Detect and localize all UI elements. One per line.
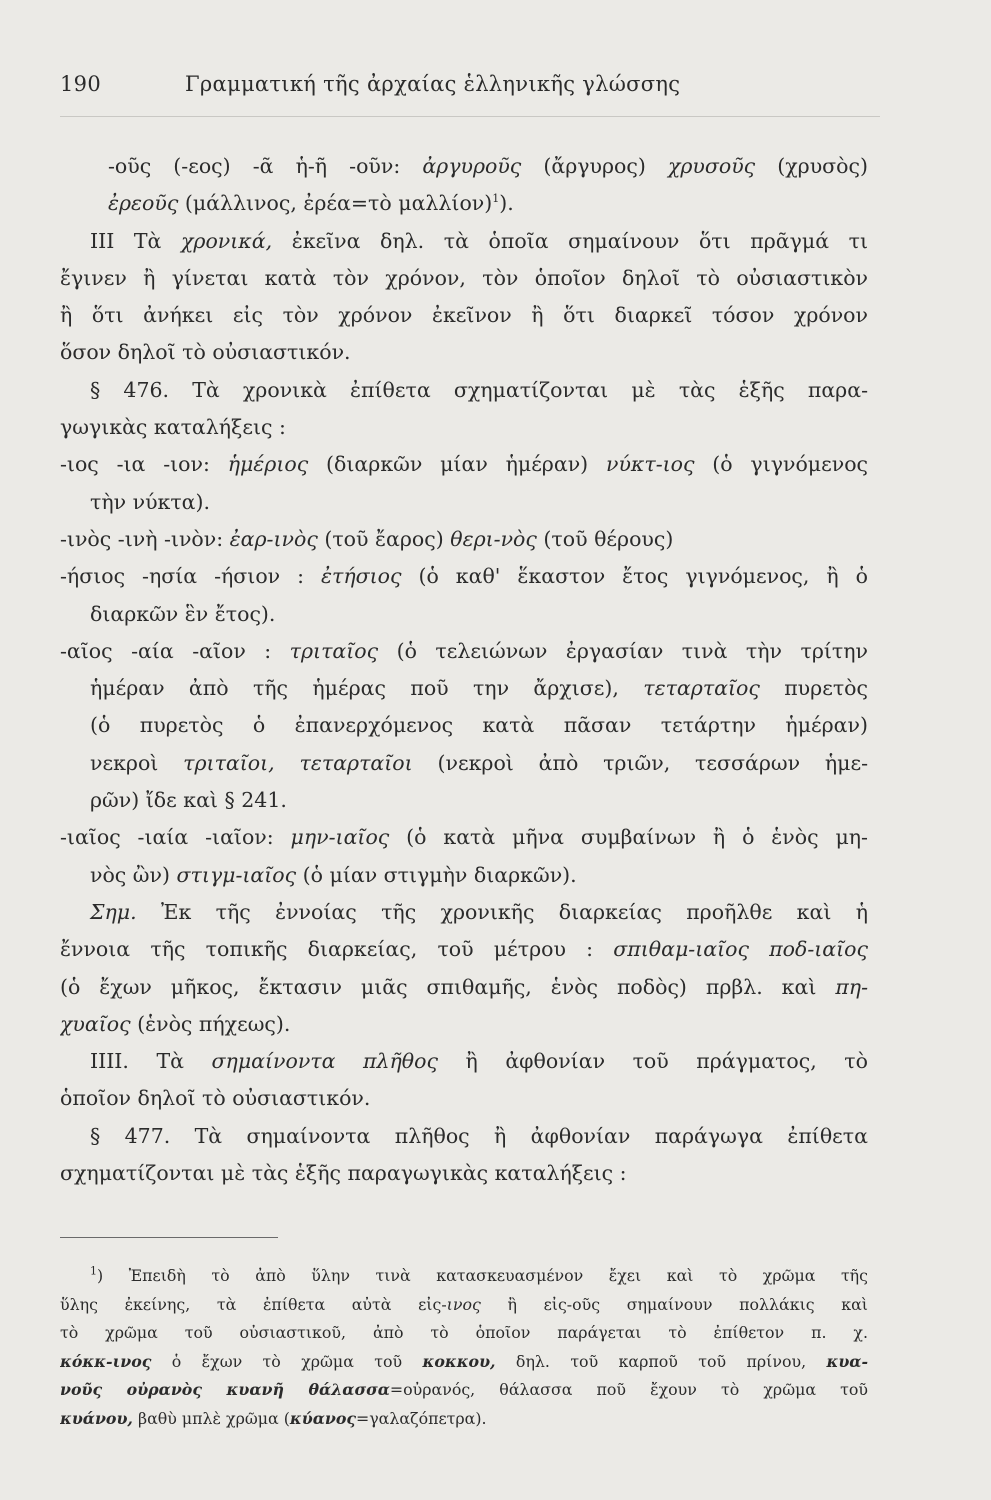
example-word: ἐρεοῦς (108, 191, 179, 216)
footnote-reference[interactable]: 1 (492, 192, 500, 206)
text-line (60, 819, 868, 856)
text-line (60, 745, 868, 782)
gloss: ). (499, 191, 514, 216)
example-word: χυαῖος (60, 1011, 131, 1036)
example-word: θερι-νὸς (450, 526, 537, 551)
gloss: (ὁ καθ' ἕκαστον ἔτος γιγνόμενος, ἢ ὁ (401, 564, 868, 589)
example-word: τριταῖος (289, 638, 379, 663)
example-word: ινος (446, 1294, 481, 1314)
footnote-text: βαθὺ μπλὲ χρῶμα ( (132, 1408, 290, 1428)
text-line (60, 1043, 868, 1080)
sentence: Τὰ χρονικὰ ἐπίθετα σχηματίζονται μὲ τὰς ἑξῆς παρα- (169, 377, 868, 402)
section-heading: ΙΙΙΙ. Τὰ (90, 1049, 212, 1074)
ending: -ιος -ια -ιον: (60, 452, 228, 477)
example-word: νοῦς οὐρανὸς κυανῆ θάλασσα (60, 1380, 390, 1399)
term: χρονικά, (180, 228, 273, 253)
example-word: στιγμ-ιαῖος (176, 862, 297, 887)
gloss: ἡμέραν ἀπὸ τῆς ἡμέρας ποῦ την ἄρχισε), (90, 676, 644, 701)
text-line (60, 372, 868, 409)
gloss: (ὁ τελειώνων ἐργασίαν τινὰ τὴν τρίτην (378, 638, 868, 663)
sentence: Ἐκ τῆς ἐννοίας τῆς χρονικῆς διαρκείας προῆλθε καὶ ἡ (136, 899, 868, 924)
text-line: (ὁ πυρετὸς ὁ ἐπανερχόμενος κατὰ πᾶσαν τετάρτην ἡμέραν) (90, 713, 868, 738)
example-word: τεταρταῖος (643, 676, 760, 701)
text-line (60, 1118, 868, 1155)
footnote-line (60, 1405, 868, 1434)
gloss: (ἑνὸς πήχεως). (130, 1011, 291, 1036)
gloss: (ἄργυρος) (521, 154, 668, 178)
text-line: ὅσον δηλοῖ τὸ οὐσιαστικόν. (60, 340, 351, 365)
section-heading: ΙΙΙ Τὰ (90, 228, 181, 253)
text-line (60, 446, 868, 483)
footnote-line (60, 1348, 868, 1377)
section-number: § 476. (90, 377, 170, 402)
footnote-line (60, 1376, 868, 1405)
ending: -αῖος -αία -αῖον : (60, 638, 290, 663)
gloss: (χρυσὸς) (755, 154, 868, 178)
footnote-text: ἢ εἰς-οῦς σημαίνουν πολλάκις καὶ (480, 1294, 868, 1314)
text-line (60, 521, 868, 558)
text-line: σχηματίζονται μὲ τὰς ἑξῆς παραγωγικὰς καταλήξεις : (60, 1161, 627, 1186)
example-word: ἐαρ-ινὸς (229, 526, 318, 551)
example-word: κύανος (289, 1408, 356, 1428)
text-line (60, 558, 868, 595)
footnote-rule (60, 1237, 278, 1238)
gloss: (ὁ κατὰ μῆνα συμβαίνων ἢ ὁ ἑνὸς μη- (389, 825, 868, 850)
term: σημαίνοντα πλῆθος (211, 1049, 438, 1074)
gloss: νεκροὶ (90, 750, 184, 775)
gloss: (μάλλινος, ἐρέα=τὸ μαλλίον) (178, 191, 493, 216)
page-number: 190 (60, 72, 101, 96)
text-line (60, 670, 868, 707)
text-line (60, 148, 868, 185)
text-line: ὁποῖον δηλοῖ τὸ οὐσιαστικόν. (60, 1086, 371, 1111)
note-label: Σημ. (90, 899, 137, 924)
gloss: (ὁ μίαν στιγμὴν διαρκῶν). (296, 862, 577, 887)
ending: -ήσιος -ησία -ήσιον : (60, 564, 322, 589)
footnote-line: τὸ χρῶμα τοῦ οὐσιαστικοῦ, ἀπὸ τὸ ὁποῖον παράγεται τὸ ἐπίθετον π. χ. (60, 1323, 868, 1342)
text-line (60, 223, 868, 260)
footnote-text: ὕλης ἐκείνης, τὰ ἐπίθετα αὐτὰ εἰς- (60, 1294, 447, 1314)
gloss: (διαρκῶν μίαν ἡμέραν) (308, 452, 606, 477)
example-word: σπιθαμ-ιαῖος ποδ-ιαῖος (613, 937, 868, 962)
text-line: ρῶν) ἴδε καὶ § 241. (90, 788, 287, 813)
example-word: ἐτήσιος (321, 564, 402, 589)
text-line (60, 894, 868, 931)
ending: -ιαῖος -ιαία -ιαῖον: (60, 825, 291, 850)
text-line: ἢ ὅτι ἀνήκει εἰς τὸν χρόνον ἐκεῖνον ἢ ὅτι διαρκεῖ τόσον χρόνον (60, 303, 868, 328)
text-line (60, 857, 868, 894)
ending: -οῦς (-εος) -ᾶ ἡ-ῆ -οῦν: (108, 154, 423, 178)
sentence: Τὰ σημαίνοντα πλῆθος ἢ ἀφθονίαν παράγωγα ἐπίθετα (170, 1123, 868, 1148)
footnote-text: =οὐρανός, θάλασσα ποῦ ἔχουν τὸ χρῶμα τοῦ (389, 1380, 868, 1399)
text-line: διαρκῶν ἓν ἔτος). (90, 601, 276, 626)
example-word: μην-ιαῖος (290, 825, 390, 850)
example-word: τριταῖοι, τεταρταῖοι (183, 750, 413, 775)
text-line: γωγικὰς καταλήξεις : (60, 415, 286, 440)
example-word: χρυσοῦς (667, 154, 756, 178)
example-word: νύκτ-ιος (605, 452, 695, 477)
example-word: κοκκου, (422, 1351, 496, 1371)
footnote-text: ὁ ἔχων τὸ χρῶμα τοῦ (151, 1351, 423, 1371)
footnote-line (60, 1262, 868, 1291)
text-line (60, 931, 868, 968)
text-line (60, 1006, 868, 1043)
sentence: (ὁ ἔχων μῆκος, ἔκτασιν μιᾶς σπιθαμῆς, ἑνὸς ποδὸς) πρβλ. καὶ (60, 974, 836, 999)
running-title: Γραμματική τῆς ἀρχαίας ἑλληνικῆς γλώσσης (185, 72, 681, 96)
text-line (60, 185, 868, 222)
footnote-text: =γαλαζόπετρα). (355, 1408, 487, 1428)
gloss: πυρετὸς (759, 676, 868, 701)
footnote-text: δηλ. τοῦ καρποῦ τοῦ πρίνου, (495, 1351, 827, 1371)
footnote-line (60, 1291, 868, 1320)
section-number: § 477. (90, 1123, 171, 1148)
example-word: ἡμέριος (227, 452, 309, 477)
example-word: κυα- (826, 1351, 868, 1371)
gloss: νὸς ὢν) (90, 862, 177, 887)
gloss: (τοῦ ἔαρος) (317, 526, 451, 551)
footnote-number: 1 (90, 1264, 97, 1278)
text-line: ἔγινεν ἢ γίνεται κατὰ τὸν χρόνον, τὸν ὁποῖον δηλοῖ τὸ οὐσιαστικὸν (60, 265, 868, 290)
example-word: κόκκ-ινος (60, 1351, 152, 1371)
gloss: (νεκροὶ ἀπὸ τριῶν, τεσσάρων ἡμε- (412, 750, 868, 775)
running-head (60, 72, 920, 106)
text-line: τὴν νύκτα). (90, 489, 211, 514)
body-text (60, 148, 868, 1192)
sentence: ἢ ἀφθονίαν τοῦ πράγματος, τὸ (437, 1049, 868, 1074)
header-rule (60, 116, 880, 117)
ending: -ινὸς -ινὴ -ινὸν: (60, 526, 230, 551)
example-word: ἀργυροῦς (422, 154, 522, 178)
example-word: κυάνου, (60, 1408, 133, 1428)
footnote (60, 1262, 868, 1433)
sentence: ἐκεῖνα δηλ. τὰ ὁποῖα σημαίνουν ὅτι πρᾶγμά τι (272, 228, 868, 253)
gloss: (τοῦ θέρους) (536, 526, 674, 551)
footnote-text: ) Ἐπειδὴ τὸ ἀπὸ ὕλην τινὰ κατασκευασμένον ἔχει καὶ τὸ χρῶμα τῆς (97, 1266, 868, 1285)
gloss: (ὁ γιγνόμενος (694, 452, 868, 477)
example-word: πη- (835, 974, 868, 999)
text-line (60, 633, 868, 670)
text-line (60, 969, 868, 1006)
sentence: ἔννοια τῆς τοπικῆς διαρκείας, τοῦ μέτρου : (60, 937, 614, 962)
